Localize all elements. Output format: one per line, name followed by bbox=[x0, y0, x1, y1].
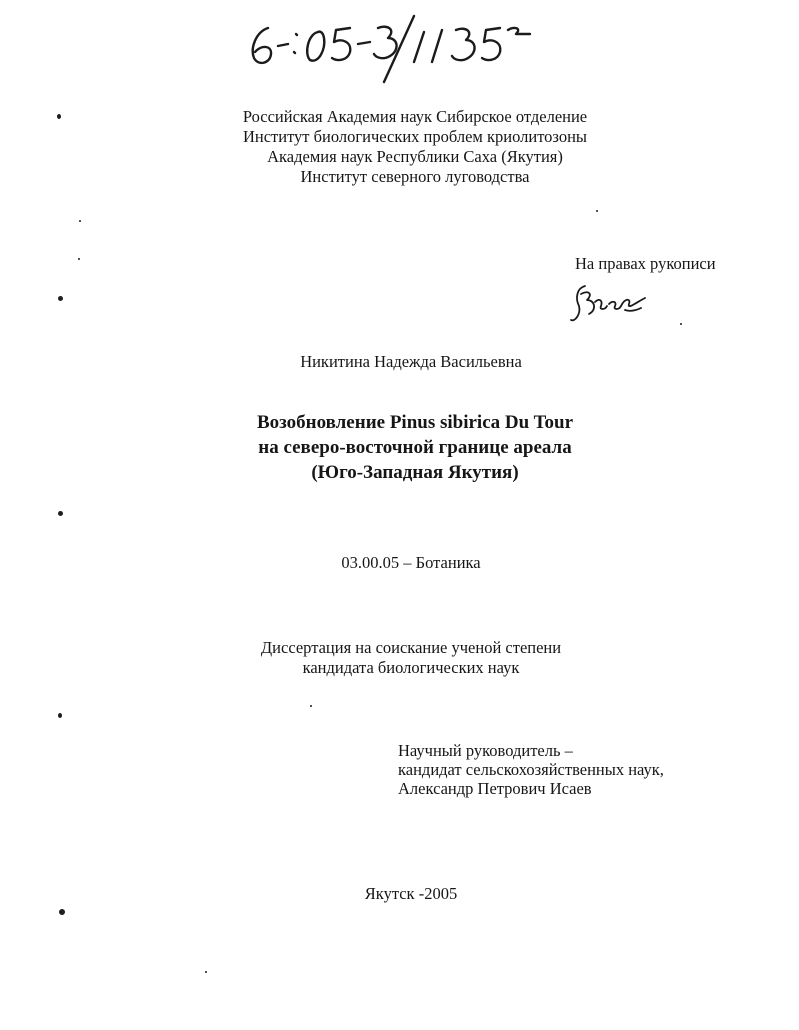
degree-line: Диссертация на соискание ученой степени bbox=[260, 638, 562, 657]
scan-speck bbox=[57, 114, 61, 119]
supervisor-info bbox=[398, 741, 664, 798]
scan-speck bbox=[78, 258, 80, 260]
supervisor-line: кандидат сельскохозяйственных наук, bbox=[398, 760, 664, 779]
title-line: на северо-восточной границе ареала bbox=[258, 437, 572, 458]
supervisor-line: Научный руководитель – bbox=[398, 741, 573, 760]
handwritten-number-drawing bbox=[238, 6, 548, 86]
degree-line: кандидата биологических наук bbox=[302, 658, 520, 677]
handwritten-archive-number bbox=[238, 6, 548, 86]
rights-note: На правах рукописи bbox=[575, 254, 716, 273]
scan-speck bbox=[205, 971, 207, 973]
title-line: Возобновление Pinus sibirica Du Tour bbox=[256, 412, 574, 433]
signature-drawing bbox=[567, 280, 649, 326]
scan-speck bbox=[59, 909, 65, 915]
scan-speck bbox=[310, 705, 312, 707]
place-year: Якутск -2005 bbox=[364, 884, 458, 903]
header-line: Российская Академия наук Сибирское отделение bbox=[242, 107, 588, 126]
header-line: Академия наук Республики Саха (Якутия) bbox=[267, 147, 563, 166]
author-name: Никитина Надежда Васильевна bbox=[300, 352, 522, 371]
header-line: Институт северного луговодства bbox=[300, 167, 530, 186]
title-line: (Юго-Западная Якутия) bbox=[311, 462, 519, 483]
header-line: Институт биологических проблем криолитозоны bbox=[242, 127, 588, 146]
supervisor-line: Александр Петрович Исаев bbox=[398, 779, 592, 798]
degree-statement bbox=[150, 638, 672, 678]
scan-speck bbox=[58, 296, 63, 301]
scan-speck bbox=[79, 220, 81, 222]
handwritten-signature bbox=[567, 280, 649, 326]
scan-speck bbox=[680, 323, 682, 325]
specialty-code: 03.00.05 – Ботаника bbox=[341, 553, 481, 572]
scan-speck bbox=[58, 511, 63, 516]
scan-speck bbox=[58, 713, 62, 718]
scan-speck bbox=[596, 210, 598, 212]
dissertation-title bbox=[130, 410, 700, 485]
institution-header bbox=[150, 107, 680, 187]
